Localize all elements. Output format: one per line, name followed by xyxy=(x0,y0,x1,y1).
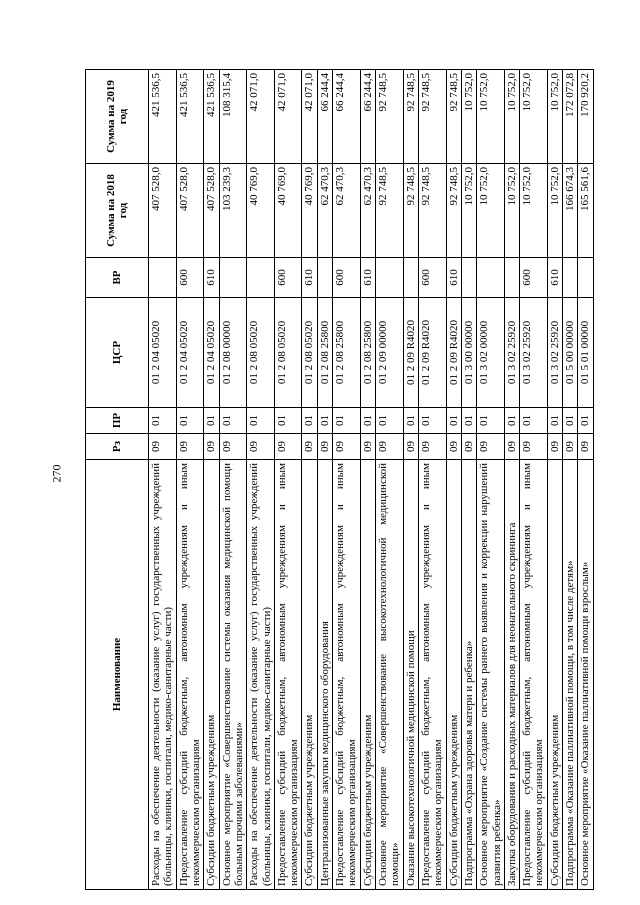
cell-rz: 09 xyxy=(563,434,578,460)
cell-sum-2018: 92 748,5 xyxy=(376,164,404,258)
cell-sum-2019: 421 536,5 xyxy=(176,70,204,164)
cell-pr: 01 xyxy=(446,408,461,434)
cell-sum-2019: 108 315,4 xyxy=(219,70,247,164)
cell-name: Предоставление субсидий бюджетным, автономным учреждениям и иным некоммерческим организациям xyxy=(520,460,548,890)
header-pr: ПР xyxy=(86,408,149,434)
cell-rz: 09 xyxy=(247,434,275,460)
cell-csr: 01 3 02 25920 xyxy=(504,298,519,408)
table-row xyxy=(477,70,505,890)
cell-vr xyxy=(317,258,332,298)
cell-rz: 09 xyxy=(520,434,548,460)
cell-sum-2019: 66 244,4 xyxy=(333,70,361,164)
cell-sum-2018: 92 748,5 xyxy=(403,164,418,258)
header-name: Наименование xyxy=(86,460,149,890)
cell-rz: 09 xyxy=(317,434,332,460)
table-row xyxy=(176,70,204,890)
cell-rz: 09 xyxy=(360,434,375,460)
cell-sum-2019: 92 748,5 xyxy=(418,70,446,164)
table-row xyxy=(317,70,332,890)
cell-vr: 600 xyxy=(333,258,361,298)
cell-sum-2019: 92 748,5 xyxy=(376,70,404,164)
cell-name: Предоставление субсидий бюджетным, автономным учреждениям и иным некоммерческим организациям xyxy=(274,460,302,890)
cell-rz: 09 xyxy=(477,434,505,460)
cell-sum-2018: 10 752,0 xyxy=(504,164,519,258)
cell-name: Основное мероприятие «Создание системы раннего выявления и коррекции нарушений развития ребенка» xyxy=(477,460,505,890)
cell-csr: 01 2 08 25800 xyxy=(317,298,332,408)
cell-csr: 01 3 00 00000 xyxy=(461,298,476,408)
table-row xyxy=(504,70,519,890)
header-csr: ЦСР xyxy=(86,298,149,408)
table-row xyxy=(520,70,548,890)
cell-csr: 01 3 02 25920 xyxy=(520,298,548,408)
cell-sum-2019: 10 752,0 xyxy=(461,70,476,164)
cell-sum-2018: 103 239,3 xyxy=(219,164,247,258)
cell-sum-2018: 40 769,0 xyxy=(247,164,275,258)
cell-name: Оказание высокотехнологичной медицинской помощи xyxy=(403,460,418,890)
cell-csr: 01 2 08 05020 xyxy=(302,298,317,408)
cell-pr: 01 xyxy=(204,408,219,434)
cell-rz: 09 xyxy=(418,434,446,460)
cell-pr: 01 xyxy=(333,408,361,434)
cell-sum-2019: 10 752,0 xyxy=(477,70,505,164)
cell-vr: 600 xyxy=(274,258,302,298)
cell-pr: 01 xyxy=(418,408,446,434)
cell-csr: 01 2 09 R4020 xyxy=(446,298,461,408)
cell-pr: 01 xyxy=(219,408,247,434)
table-row xyxy=(302,70,317,890)
cell-rz: 09 xyxy=(149,434,177,460)
cell-pr: 01 xyxy=(461,408,476,434)
cell-name: Закупка оборудования и расходных материалов для неонатального скрининга xyxy=(504,460,519,890)
cell-pr: 01 xyxy=(247,408,275,434)
cell-rz: 09 xyxy=(204,434,219,460)
cell-pr: 01 xyxy=(520,408,548,434)
cell-csr: 01 2 08 25800 xyxy=(360,298,375,408)
cell-sum-2018: 407 528,0 xyxy=(176,164,204,258)
cell-pr: 01 xyxy=(578,408,593,434)
cell-name: Субсидии бюджетным учреждениям xyxy=(547,460,562,890)
table-row xyxy=(563,70,578,890)
table-row xyxy=(578,70,593,890)
cell-vr: 610 xyxy=(204,258,219,298)
cell-vr xyxy=(504,258,519,298)
cell-name: Подпрограмма «Охрана здоровья матери и ребенка» xyxy=(461,460,476,890)
header-sum-2018: Сумма на 2018 год xyxy=(86,164,149,258)
cell-name: Субсидии бюджетным учреждениям xyxy=(302,460,317,890)
cell-sum-2018: 10 752,0 xyxy=(477,164,505,258)
cell-pr: 01 xyxy=(149,408,177,434)
cell-csr: 01 5 00 00000 xyxy=(563,298,578,408)
cell-vr xyxy=(403,258,418,298)
cell-sum-2018: 62 470,3 xyxy=(333,164,361,258)
cell-sum-2019: 170 920,2 xyxy=(578,70,593,164)
cell-rz: 09 xyxy=(446,434,461,460)
table-row xyxy=(274,70,302,890)
cell-vr xyxy=(376,258,404,298)
cell-sum-2019: 10 752,0 xyxy=(547,70,562,164)
cell-rz: 09 xyxy=(176,434,204,460)
cell-sum-2019: 42 071,0 xyxy=(302,70,317,164)
cell-rz: 09 xyxy=(403,434,418,460)
table-header-row xyxy=(86,70,149,890)
cell-rz: 09 xyxy=(274,434,302,460)
cell-name: Централизованные закупки медицинского оборудования xyxy=(317,460,332,890)
cell-pr: 01 xyxy=(547,408,562,434)
table-row xyxy=(418,70,446,890)
cell-sum-2018: 62 470,3 xyxy=(360,164,375,258)
cell-rz: 09 xyxy=(504,434,519,460)
cell-pr: 01 xyxy=(274,408,302,434)
cell-csr: 01 2 08 25800 xyxy=(333,298,361,408)
cell-name: Расходы на обеспечение деятельности (оказание услуг) государственных учреждений (больницы, клиники, госпитали, медико-санитарные части) xyxy=(149,460,177,890)
cell-pr: 01 xyxy=(504,408,519,434)
cell-sum-2018: 92 748,5 xyxy=(446,164,461,258)
cell-csr: 01 2 09 00000 xyxy=(376,298,404,408)
cell-vr: 600 xyxy=(520,258,548,298)
cell-sum-2018: 40 769,0 xyxy=(274,164,302,258)
budget-table xyxy=(85,69,594,890)
cell-name: Основное мероприятие «Совершенствование высокотехнологичной медицинской помощи» xyxy=(376,460,404,890)
cell-rz: 09 xyxy=(547,434,562,460)
cell-rz: 09 xyxy=(461,434,476,460)
cell-rz: 09 xyxy=(376,434,404,460)
cell-csr: 01 3 02 25920 xyxy=(547,298,562,408)
cell-vr xyxy=(247,258,275,298)
cell-csr: 01 2 04 05020 xyxy=(204,298,219,408)
cell-sum-2019: 42 071,0 xyxy=(247,70,275,164)
cell-sum-2018: 92 748,5 xyxy=(418,164,446,258)
cell-vr xyxy=(578,258,593,298)
cell-pr: 01 xyxy=(360,408,375,434)
table-row xyxy=(333,70,361,890)
cell-name: Предоставление субсидий бюджетным, автономным учреждениям и иным некоммерческим организациям xyxy=(333,460,361,890)
header-rz: Рз xyxy=(86,434,149,460)
cell-name: Предоставление субсидий бюджетным, автономным учреждениям и иным некоммерческим организациям xyxy=(176,460,204,890)
cell-name: Основное мероприятие «Совершенствование системы оказания медицинской помощи больным прочими заболеваниями» xyxy=(219,460,247,890)
cell-sum-2019: 92 748,5 xyxy=(446,70,461,164)
cell-vr xyxy=(563,258,578,298)
cell-sum-2019: 92 748,5 xyxy=(403,70,418,164)
cell-rz: 09 xyxy=(302,434,317,460)
cell-name: Предоставление субсидий бюджетным, автономным учреждениям и иным некоммерческим организациям xyxy=(418,460,446,890)
rotated-page-content xyxy=(85,70,600,890)
cell-name: Субсидии бюджетным учреждениям xyxy=(204,460,219,890)
table-row xyxy=(247,70,275,890)
cell-vr xyxy=(149,258,177,298)
cell-sum-2018: 10 752,0 xyxy=(461,164,476,258)
cell-rz: 09 xyxy=(578,434,593,460)
table-row xyxy=(376,70,404,890)
cell-sum-2019: 10 752,0 xyxy=(520,70,548,164)
cell-name: Субсидии бюджетным учреждениям xyxy=(446,460,461,890)
table-row xyxy=(360,70,375,890)
cell-pr: 01 xyxy=(376,408,404,434)
cell-csr: 01 2 09 R4020 xyxy=(403,298,418,408)
cell-name: Субсидии бюджетным учреждениям xyxy=(360,460,375,890)
table-row xyxy=(403,70,418,890)
page-number: 270 xyxy=(49,464,64,483)
cell-sum-2019: 66 244,4 xyxy=(317,70,332,164)
cell-vr: 610 xyxy=(360,258,375,298)
cell-sum-2018: 10 752,0 xyxy=(547,164,562,258)
cell-pr: 01 xyxy=(176,408,204,434)
cell-sum-2019: 10 752,0 xyxy=(504,70,519,164)
cell-csr: 01 2 09 R4020 xyxy=(418,298,446,408)
cell-vr: 600 xyxy=(176,258,204,298)
cell-vr: 610 xyxy=(302,258,317,298)
cell-sum-2018: 40 769,0 xyxy=(302,164,317,258)
cell-csr: 01 2 08 05020 xyxy=(247,298,275,408)
table-row xyxy=(446,70,461,890)
table-row xyxy=(219,70,247,890)
cell-pr: 01 xyxy=(563,408,578,434)
cell-name: Расходы на обеспечение деятельности (оказание услуг) государственных учреждений (больницы, клиники, госпитали, медико-санитарные части) xyxy=(247,460,275,890)
cell-vr: 600 xyxy=(418,258,446,298)
cell-csr: 01 2 04 05020 xyxy=(149,298,177,408)
cell-sum-2019: 172 072,8 xyxy=(563,70,578,164)
cell-sum-2019: 421 536,5 xyxy=(149,70,177,164)
cell-sum-2018: 407 528,0 xyxy=(149,164,177,258)
cell-csr: 01 2 08 05020 xyxy=(274,298,302,408)
cell-vr xyxy=(477,258,505,298)
cell-vr: 610 xyxy=(446,258,461,298)
table-row xyxy=(547,70,562,890)
cell-sum-2019: 421 536,5 xyxy=(204,70,219,164)
cell-sum-2018: 407 528,0 xyxy=(204,164,219,258)
header-sum-2019: Сумма на 2019 год xyxy=(86,70,149,164)
cell-sum-2019: 66 244,4 xyxy=(360,70,375,164)
cell-pr: 01 xyxy=(477,408,505,434)
cell-name: Подпрограмма «Оказание паллиативной помощи, в том числе детям» xyxy=(563,460,578,890)
table-row xyxy=(149,70,177,890)
cell-rz: 09 xyxy=(333,434,361,460)
cell-vr xyxy=(219,258,247,298)
header-vr: ВР xyxy=(86,258,149,298)
cell-pr: 01 xyxy=(317,408,332,434)
cell-csr: 01 2 08 00000 xyxy=(219,298,247,408)
cell-pr: 01 xyxy=(403,408,418,434)
cell-csr: 01 3 02 00000 xyxy=(477,298,505,408)
cell-csr: 01 2 04 05020 xyxy=(176,298,204,408)
cell-pr: 01 xyxy=(302,408,317,434)
cell-sum-2018: 165 561,6 xyxy=(578,164,593,258)
cell-vr: 610 xyxy=(547,258,562,298)
table-row xyxy=(204,70,219,890)
cell-sum-2018: 10 752,0 xyxy=(520,164,548,258)
cell-rz: 09 xyxy=(219,434,247,460)
cell-sum-2018: 166 674,3 xyxy=(563,164,578,258)
cell-sum-2018: 62 470,3 xyxy=(317,164,332,258)
cell-vr xyxy=(461,258,476,298)
cell-name: Основное мероприятие «Оказание паллиативной помощи взрослым» xyxy=(578,460,593,890)
cell-csr: 01 5 01 00000 xyxy=(578,298,593,408)
table-row xyxy=(461,70,476,890)
cell-sum-2019: 42 071,0 xyxy=(274,70,302,164)
